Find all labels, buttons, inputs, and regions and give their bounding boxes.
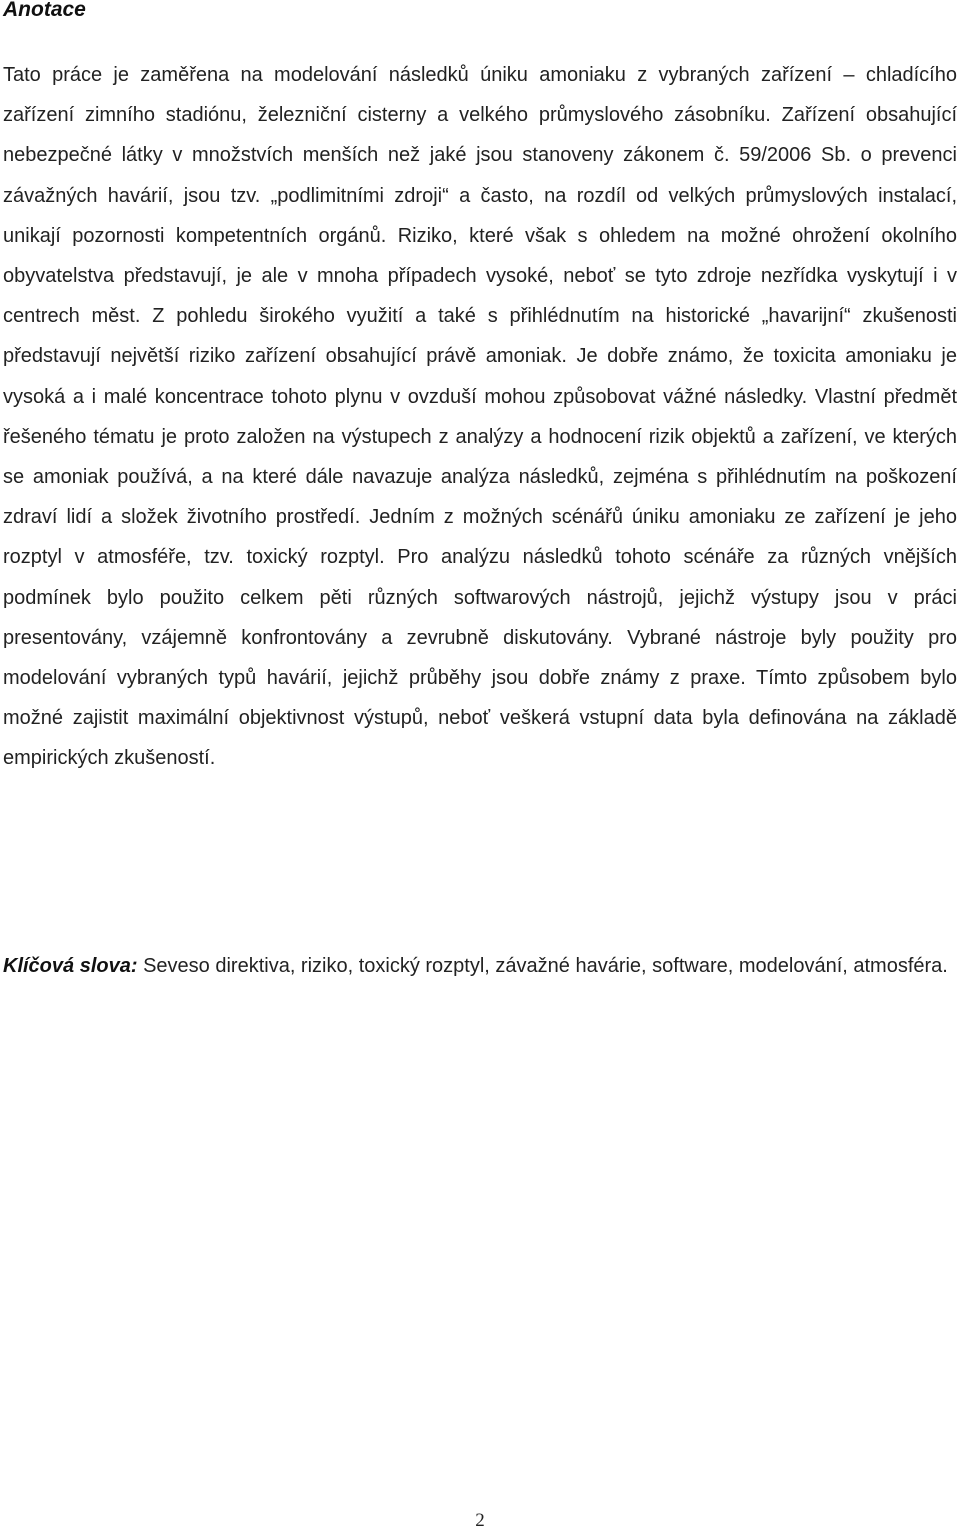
keywords-label: Klíčová slova:: [3, 955, 138, 977]
abstract-paragraph: Tato práce je zaměřena na modelování následků úniku amoniaku z vybraných zařízení – chladícího zařízení zimního stadiónu, železniční cisterny a velkého průmyslového zásobníku. Zařízení obsahující nebezpečné látky v množstvích menších než jaké jsou stanoveny zákonem č. 59/2006 Sb. o prevenci závažných havárií, jsou tzv. „podlimitními zdroji“ a často, na rozdíl od velkých průmyslových instalací, unikají pozornosti kompetentních orgánů. Riziko, které však s ohledem na možné ohrožení okolního obyvatelstva představují, je ale v mnoha případech vysoké, neboť se tyto zdroje nezřídka vyskytují i v centrech měst. Z pohledu širokého využití a také s přihlédnutím na historické „havarijní“ zkušenosti představují největší riziko zařízení obsahující právě amoniak. Je dobře známo, že toxicita amoniaku je vysoká a i malé koncentrace tohoto plynu v ovzduší mohou způsobovat vážné následky. Vlastní předmět řešeného tématu je proto založen na výstupech z analýzy a hodnocení rizik objektů a zařízení, ve kterých se amoniak používá, a na které dále navazuje analýza následků, zejména s přihlédnutím na poškození zdraví lidí a složek životního prostředí. Jedním z možných scénářů úniku amoniaku ze zařízení je jeho rozptyl v atmosféře, tzv. toxický rozptyl. Pro analýzu následků tohoto scénáře za různých vnějších podmínek bylo použito celkem pěti různých softwarových nástrojů, jejichž výstupy jsou v práci presentovány, vzájemně konfrontovány a zevrubně diskutovány. Vybrané nástroje byly použity pro modelování vybraných typů havárií, jejichž průběhy jsou dobře známy z praxe. Tímto způsobem bylo možné zajistit maximální objektivnost výstupů, neboť veškerá vstupní data byla definována na základě empirických zkušeností.: [3, 64, 957, 770]
section-heading: Anotace: [3, 0, 86, 21]
keywords-paragraph: [3, 946, 957, 986]
page-number: 2: [475, 1510, 485, 1531]
keywords-text: Seveso direktiva, riziko, toxický rozptyl, závažné havárie, software, modelování, atmosféra.: [143, 955, 948, 977]
